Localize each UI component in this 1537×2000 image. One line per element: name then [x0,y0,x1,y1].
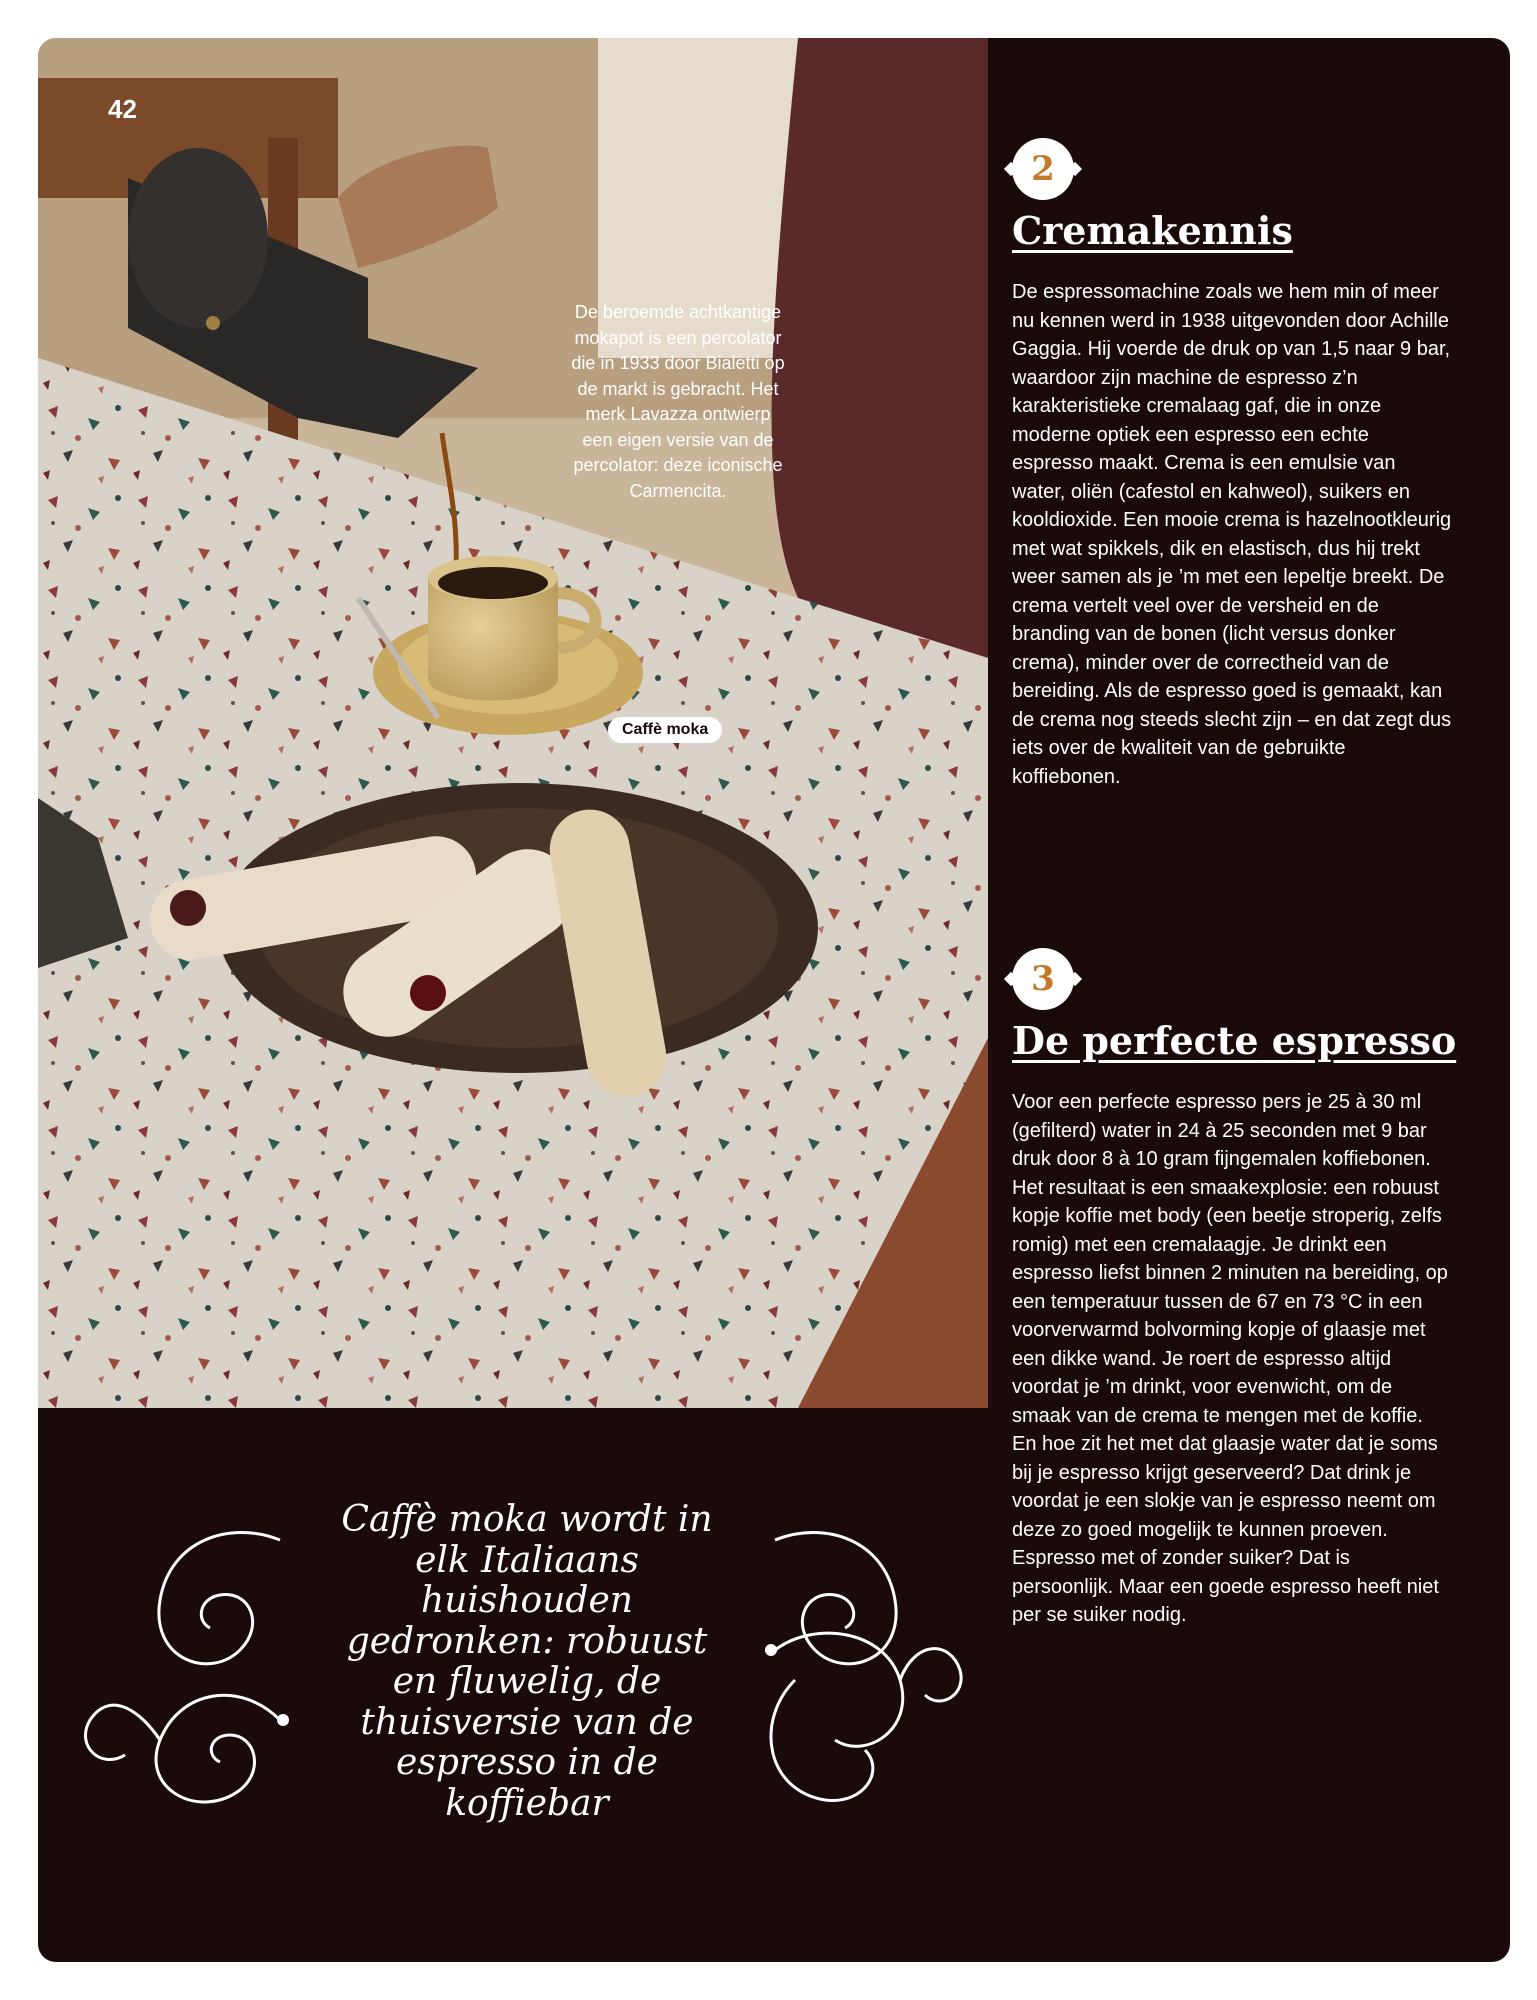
pull-quote: Caffè moka wordt in elk Italiaans huishouden gedronken: robuust en fluwelig, de thuisversie van de espresso in de koffiebar [341,1499,713,1824]
photo-caption: De beroemde achtkantige mokapot is een percolator die in 1933 door Bialetti op de markt is gebracht. Het merk Lavazza ontwierp een eigen versie van de percolator: deze iconische Carmencita. [571,302,785,501]
swirl-ornament-left [80,1520,320,1820]
section-body: Voor een perfecte espresso pers je 25 à 30 ml (gefilterd) water in 24 à 25 seconden met 9 bar druk door 8 à 10 gram fijngemalen koffiebonen. Het resultaat is een smaakexplosie: een robuust kopje koffie met body (een beetje stroperig, zelfs romig) met een cremalaagje. Je drinkt een espresso liefst binnen 2 minuten na bereiding, op een temperatuur tussen de 67 en 73 °C in een voorverwarmd bolvorming kopje of glaasje met een dikke wand. Je roert de espresso altijd voordat je ’m drinkt, voor evenwicht, om de smaak van de crema te mengen met de koffie. En hoe zit het met dat glaasje water dat je soms bij je espresso krijgt geserveerd? Dat drink je voordat je een slokje van je espresso neemt om deze zo goed mogelijk te kunnen proeven. Espresso met of zonder suiker? Dat is persoonlijk. Maar een goede espresso heeft niet per se suiker nodig. [1012,1091,1448,1626]
coffee-scene-illustration [38,38,988,1408]
page-number: 42 [108,94,137,124]
section-body: De espressomachine zoals we hem min of meer nu kennen werd in 1938 uitgevonden door Achille Gaggia. Hij voerde de druk op van 1,5 naar 9 bar, waardoor zijn machine de espresso z’n karakteristieke cremalaag gaf, die in onze moderne optiek een espresso een echte espresso maakt. Crema is een emulsie van water, oliën (cafestol en kahweol), suikers en kooldioxide. Een mooie crema is hazelnootkleurig met wat spikkels, dik en elastisch, dus hij trekt weer samen als je ’m met een lepeltje breekt. De crema vertelt veel over de versheid en de branding van de bonen (licht versus donker crema), minder over de correctheid van de bereiding. Als de espresso goed is gemaakt, kan de crema nog steeds slecht zijn – en dat zegt dus iets over de kwaliteit van de gebruikte koffiebonen. [1012,281,1452,788]
photo-label-badge: Caffè moka [608,717,722,743]
section-number-badge: 3 [1012,948,1074,1010]
section-number-badge: 2 [1012,138,1074,200]
section-title: De perfecte espresso [1012,1018,1457,1063]
section-title: Cremakennis [1012,208,1293,253]
swirl-ornament-right [735,1520,975,1820]
hero-photo [38,38,988,1408]
